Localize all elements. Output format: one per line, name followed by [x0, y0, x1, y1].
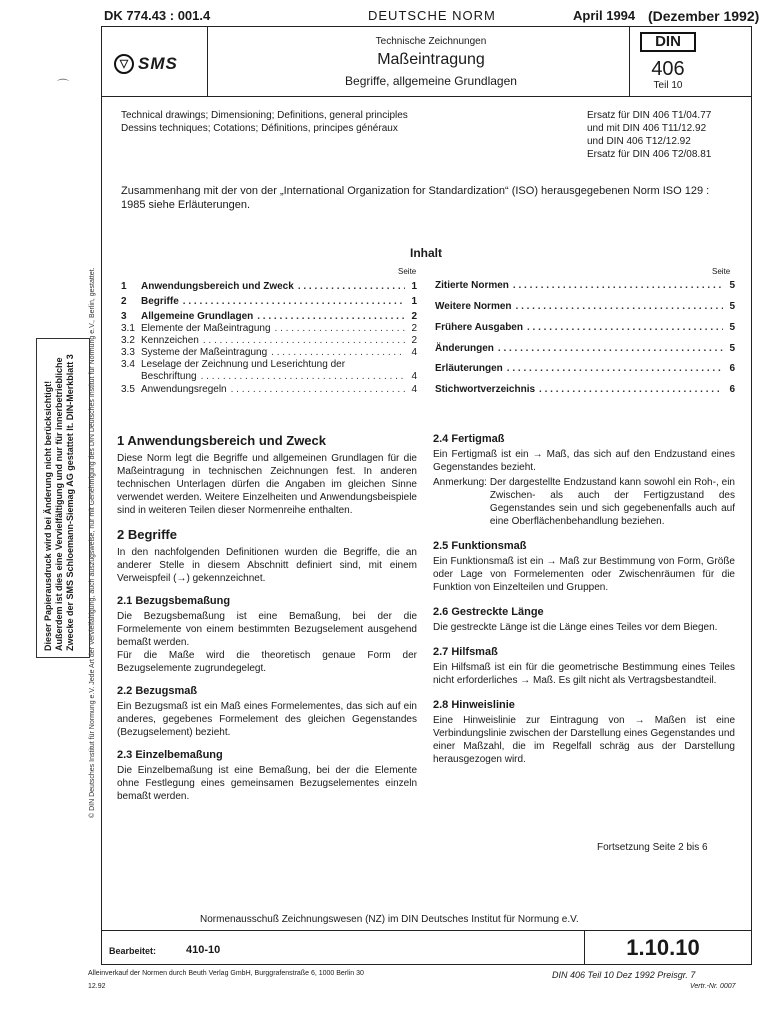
- section-2-5-text: Ein Funktionsmaß ist ein → Maß zur Bestimmung von Form, Größe oder Lage von Formelementen oder Zwischenräumen für die Funktion von Einzelteilen und Gruppen.: [433, 556, 735, 593]
- section-2-8-text: Eine Hinweislinie zur Eintragung von → Maßen ist eine Verbindungslinie zwischen der Darstellung eines Gegenstandes und einer Maßzahl, die im Regelfall schräg aus der Darstellung herausgezogen wird.: [433, 715, 735, 765]
- section-2-1-text2: Für die Maße wird die theoretisch genaue Form der Bezugselemente zugrundegelegt.: [117, 650, 417, 674]
- toc-item[interactable]: 3.5 Anwendungsregeln . . . 4: [121, 384, 417, 396]
- toc-item[interactable]: 3.1 Elemente der Maßeintragung . . . 2: [121, 323, 417, 335]
- continuation-note: Fortsetzung Seite 2 bis 6: [597, 842, 708, 853]
- page-title: Maßeintragung: [377, 51, 485, 68]
- toc-item[interactable]: 3.2 Kennzeichen . . . 2: [121, 335, 417, 347]
- header-divider: [101, 96, 752, 97]
- toc-item[interactable]: Änderungen . . . 5: [435, 343, 735, 355]
- toc-item[interactable]: Erläuterungen . . . 6: [435, 363, 735, 375]
- footer-divider: [101, 930, 752, 931]
- ersatz-line: Ersatz für DIN 406 T1/04.77: [587, 110, 712, 121]
- international-titles: [121, 109, 408, 135]
- toc-item[interactable]: 1 Anwendungsbereich und Zweck . . . 1: [121, 281, 417, 293]
- page-subtitle: Begriffe, allgemeine Grundlagen: [345, 74, 517, 88]
- logo-divider: [207, 26, 208, 96]
- toc-item[interactable]: 3.3 Systeme der Maßeintragung . . . 4: [121, 347, 417, 359]
- right-column: [433, 433, 735, 766]
- section-2-2-text: Ein Bezugsmaß ist ein Maß eines Formelementes, das sich auf ein anderes, gegebenes Formelement des gleichen Gegenstandes (Bezugselement) bezieht.: [117, 701, 417, 738]
- issue-date: April 1994: [573, 8, 636, 23]
- distribution-number: Vertr.-Nr. 0007: [690, 983, 736, 990]
- contents-heading: Inhalt: [410, 246, 442, 260]
- ersatz-line: und DIN 406 T12/12.92: [587, 136, 691, 147]
- english-title: Technical drawings; Dimensioning; Definitions, general principles: [121, 110, 408, 121]
- din-divider: [629, 26, 630, 96]
- previous-date: (Dezember 1992): [648, 8, 760, 24]
- note-label: Anmerkung:: [433, 477, 487, 488]
- toc-item[interactable]: 2 Begriffe . . . 1: [121, 296, 417, 308]
- sms-logo-icon: ▽: [114, 54, 134, 74]
- section-2-2-heading: 2.2 Bezugsmaß: [117, 685, 198, 697]
- copyright-sidebar: © DIN Deutsches Institut für Normung e.V. Jede Art der Vervielfältigung, auch auszugsweise, nur mit Genehmigung des DIN Deutsches Institut für Normung e.V., Berlin, gestattet.: [89, 267, 96, 818]
- section-2-3-text: Die Einzelbemaßung ist eine Bemaßung, bei der die Elemente ohne Festlegung eines gemeinsamen Bezugselementes einzeln bemaßt werden.: [117, 765, 417, 802]
- ersatz-line: und mit DIN 406 T11/12.92: [587, 123, 707, 134]
- edited-by-value: 410-10: [186, 944, 221, 956]
- frame-bottom: [101, 964, 752, 965]
- classification-number: 1.10.10: [626, 935, 700, 960]
- punch-mark-icon: ⌒: [57, 78, 70, 92]
- din-reference: DIN 406 Teil 10 Dez 1992 Preisgr. 7: [552, 970, 696, 980]
- toc-item[interactable]: 3 Allgemeine Grundlagen . . . 2: [121, 311, 417, 323]
- publisher-note: Alleinverkauf der Normen durch Beuth Verlag GmbH, Burggrafenstraße 6, 1000 Berlin 30: [88, 970, 364, 977]
- ersatz-line: Ersatz für DIN 406 T2/08.81: [587, 149, 712, 160]
- section-2-heading: 2 Begriffe: [117, 527, 177, 542]
- frame-top: [101, 26, 752, 27]
- section-2-6-heading: 2.6 Gestreckte Länge: [433, 606, 544, 618]
- toc-item[interactable]: Weitere Normen . . . 5: [435, 301, 735, 313]
- toc-item[interactable]: Zitierte Normen . . . 5: [435, 280, 735, 292]
- toc-item[interactable]: Stichwortverzeichnis . . . 6: [435, 384, 735, 396]
- frame-left: [101, 26, 102, 965]
- section-1-text: Diese Norm legt die Begriffe und allgemeinen Grundlagen für die Maßeintragung in technischen Zeichnungen fest. In anderen technischen Unterlagen dürfen die Angaben im gleichen Sinne verwendet werden. Weitere Einzelheiten und Anwendungsbeispiele sind in weiteren Teilen dieser Normenreihe enthalten.: [117, 453, 417, 516]
- printout-notice-box: [36, 338, 90, 658]
- section-2-4-heading: 2.4 Fertigmaß: [433, 433, 505, 445]
- din-badge: DIN: [640, 32, 696, 52]
- document-class-code: DK 774.43 : 001.4: [104, 8, 211, 23]
- notice-line: Außerdem ist dies eine Vervielfältigung und nur für innerbetriebliche: [54, 357, 64, 651]
- section-2-6-text: Die gestreckte Länge ist die Länge eines Teiles vor dem Biegen.: [433, 622, 718, 633]
- section-1-heading: 1 Anwendungsbereich und Zweck: [117, 433, 326, 448]
- header-category: Technische Zeichnungen: [375, 36, 487, 47]
- section-2-7-text: Ein Hilfsmaß ist ein für die geometrische Bestimmung eines Teiles nicht erforderliches → Maß. Es gilt nicht als Vertragsbestandteil.: [433, 662, 735, 686]
- replacement-note: [587, 109, 711, 161]
- notice-line: Zwecke der SMS Schloemann-Siemag AG gestattet lt. DIN-Merkblatt 3: [65, 354, 75, 651]
- sms-logo: [114, 54, 178, 74]
- frame-right: [751, 26, 752, 965]
- section-2-4-text: Ein Fertigmaß ist ein → Maß, das sich auf den Endzustand eines Gegenstandes bezieht.: [433, 449, 735, 473]
- standards-committee: Normenausschuß Zeichnungswesen (NZ) im DIN Deutsches Institut für Normung e.V.: [200, 914, 579, 925]
- section-2-text: In den nachfolgenden Definitionen wurden die Begriffe, die an anderer Stelle in diesem Abschnitt definiert sind, mit einem Verweispfeil (→) gekennzeichnet.: [117, 547, 417, 584]
- page-column-label: Seite: [398, 267, 417, 276]
- section-2-8-heading: 2.8 Hinweislinie: [433, 699, 515, 711]
- print-date: 12.92: [88, 983, 106, 990]
- din-number: 406: [651, 58, 685, 80]
- toc-item[interactable]: Beschriftung . . . 4: [121, 371, 417, 383]
- section-2-1-heading: 2.1 Bezugsbemaßung: [117, 595, 231, 607]
- section-2-7-heading: 2.7 Hilfsmaß: [433, 646, 498, 658]
- bignum-divider: [584, 930, 585, 964]
- toc-item[interactable]: 3.4 Leselage der Zeichnung und Leserichtung der: [121, 359, 346, 370]
- french-title: Dessins techniques; Cotations; Définitions, principes généraux: [121, 123, 398, 134]
- din-part: Teil 10: [653, 80, 683, 91]
- logo-text: SMS: [138, 54, 178, 73]
- section-2-3-heading: 2.3 Einzelbemaßung: [117, 749, 223, 761]
- notice-line: Dieser Papierausdruck wird bei Änderung nicht berücksichtigt!: [43, 380, 53, 651]
- edited-by-label: Bearbeitet:: [109, 946, 157, 956]
- deutsche-norm-label: DEUTSCHE NORM: [368, 8, 496, 23]
- toc-item[interactable]: Frühere Ausgaben . . . 5: [435, 322, 735, 334]
- section-2-5-heading: 2.5 Funktionsmaß: [433, 540, 527, 552]
- left-column: [117, 433, 417, 803]
- section-2-4-note: [433, 476, 735, 528]
- iso-note: Zusammenhang mit der von der „International Organization for Standardization“ (ISO) herausgegebenen Norm ISO 129 : 1985 siehe Erläuterungen.: [121, 185, 710, 211]
- note-text: Der dargestellte Endzustand kann sowohl ein Roh-, ein Zwischen- als auch der Fertigzustand des Gegenstandes sein und sich gegebenenfalls auch auf eine Oberflächenbehandlung beziehen.: [489, 477, 735, 527]
- section-2-1-text: Die Bezugsbemaßung ist eine Bemaßung, bei der die Formelemente von einem bestimmten Bezugselement ausgehend bemaßt werden.: [117, 611, 417, 648]
- page-column-label: Seite: [712, 267, 731, 276]
